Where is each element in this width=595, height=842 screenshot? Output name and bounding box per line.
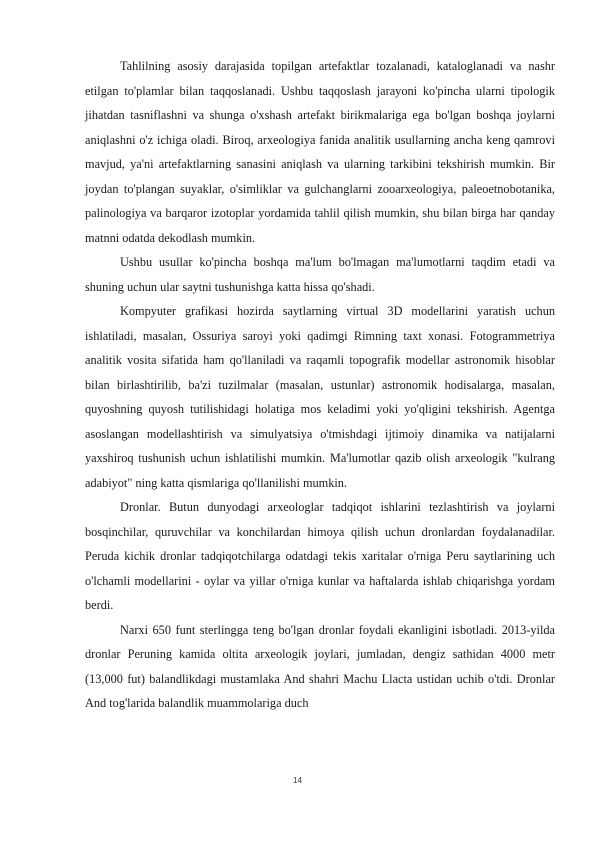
- paragraph-drones-intro: Dronlar. Butun dunyodagi arxeologlar tadqiqot ishlarini tezlashtirish va joylarni bosqinchilar, quruvchilar va konchilardan himoya qilish uchun dronlardan foydalanadilar. Peruda kichik dronlar tadqiqotchilarga odatdagi tekis xaritalar o'rniga Peru saytlarining uch o'lchamli modellarini - oylar va yillar o'rniga kunlar va haftalarda ishlab chiqarishga yordam berdi.: [85, 500, 555, 612]
- paragraph-drones-cost: Narxi 650 funt sterlingga teng bo'lgan dronlar foydali ekanligini isbotladi. 2013-yilda dronlar Peruning kamida oltita arxeologik joylari, jumladan, dengiz sathidan 4000 metr (13,000 fut) balandlikdagi mustamlaka And shahri Machu Llacta ustidan uchib o'tdi. Dronlar And tog'larida balandlik muammolariga duch: [85, 622, 555, 710]
- paragraph-computer-graphics: Kompyuter grafikasi hozirda saytlarning virtual 3D modellarini yaratish uchun ishlatiladi, masalan, Ossuriya saroyi yoki qadimgi Rimning taxt xonasi. Fotogrammetriya analitik vosita sifatida ham qo'llaniladi va raqamli topografik modellar astronomik hisoblar bilan birlashtirilib, ba'zi tuzilmalar (masalan, ustunlar) astronomik hodisalarga, masalan, quyoshning quyosh tutilishidagi holatiga mos keladimi yoki yo'qligini tekshirish. Agentga asoslangan modellashtirish va simulyatsiya o'tmishdagi ijtimoiy dinamika va natijalarni yaxshiroq tushunish uchun ishlatilishi mumkin. Ma'lumotlar qazib olish arxeologik "kulrang adabiyot" ning katta qismlariga qo'llanilishi mumkin.: [85, 304, 555, 490]
- paragraph-methods-contribution: Ushbu usullar ko'pincha boshqa ma'lum bo'lmagan ma'lumotlarni taqdim etadi va shuning uchun ular saytni tushunishga katta hissa qo'shadi.: [85, 255, 555, 294]
- page-number: 14: [293, 776, 302, 785]
- page-body-text: [85, 54, 555, 716]
- paragraph-artifact-analysis: Tahlilning asosiy darajasida topilgan artefaktlar tozalanadi, kataloglanadi va nashr etilgan to'plamlar bilan taqqoslanadi. Ushbu taqqoslash jarayoni ko'pincha ularni tipologik jihatdan tasniflashni va shunga o'xshash artefakt birikmalariga ega bo'lgan boshqa joylarni aniqlashni o'z ichiga oladi. Biroq, arxeologiya fanida analitik usullarning ancha keng qamrovi mavjud, ya'ni artefaktlarning sanasini aniqlash va ularning tarkibini tekshirish mumkin. Bir joydan to'plangan suyaklar, o'simliklar va gulchanglarni zooarxeologiya, paleoetnobotanika, palinologiya va barqaror izotoplar yordamida tahlil qilish mumkin, shu bilan birga har qanday matnni odatda dekodlash mumkin.: [85, 59, 555, 245]
